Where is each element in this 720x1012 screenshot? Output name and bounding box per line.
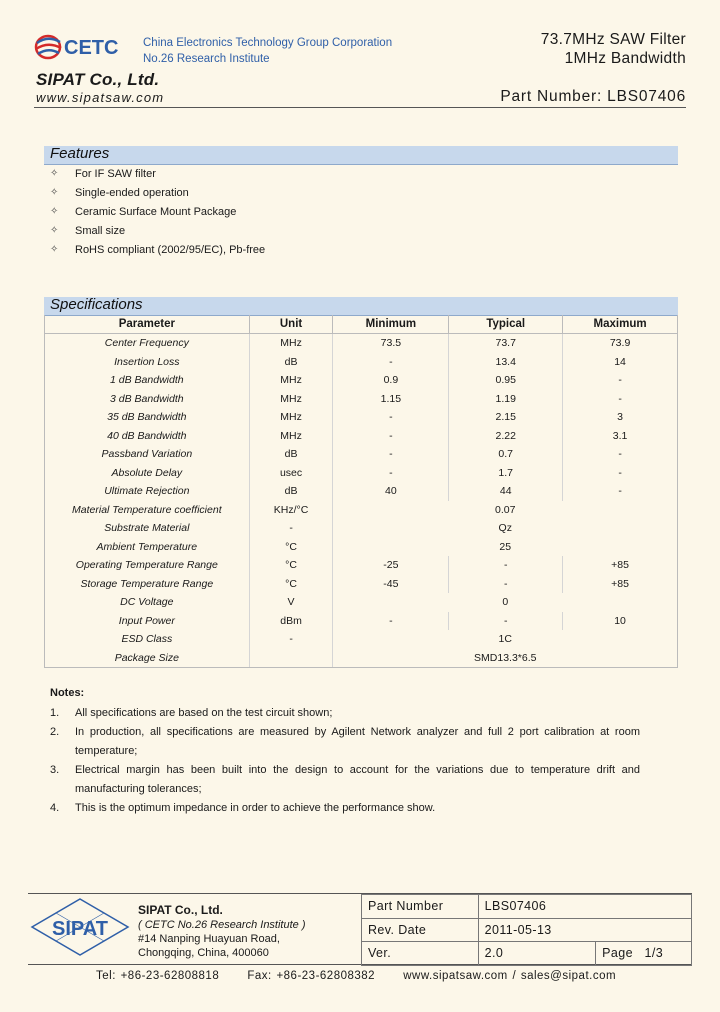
cell-param: DC Voltage [45, 593, 250, 612]
table-row [45, 538, 678, 557]
cell-unit: V [249, 593, 333, 612]
part-number: Part Number: LBS07406 [500, 88, 686, 105]
cell-param: Ambient Temperature [45, 538, 250, 557]
cell-param: 3 dB Bandwidth [45, 390, 250, 409]
table-row [45, 612, 678, 631]
cell-min: - [333, 353, 449, 372]
cetc-logo-text: CETC [64, 37, 119, 59]
cell-typ: - [449, 575, 563, 594]
table-row [45, 353, 678, 372]
specifications-table [44, 315, 678, 668]
footer-company: SIPAT Co., Ltd. [138, 903, 223, 917]
cell-typ: 13.4 [449, 353, 563, 372]
cell-unit: dB [249, 445, 333, 464]
cell-typ: - [449, 556, 563, 575]
table-row [45, 630, 678, 649]
cell-span: 0.07 [333, 501, 678, 520]
cell-unit: °C [249, 556, 333, 575]
note-text: Electrical margin has been built into the design to account for the variations due to temperature drift and manufacturing tolerances; [75, 764, 640, 795]
rev-date-label: Rev. Date [362, 918, 479, 942]
table-row [45, 427, 678, 446]
cell-min: -25 [333, 556, 449, 575]
cell-param: Ultimate Rejection [45, 482, 250, 501]
product-title-line-1: 73.7MHz SAW Filter [540, 31, 686, 48]
cell-unit: - [249, 519, 333, 538]
cell-unit: usec [249, 464, 333, 483]
cell-param: Material Temperature coefficient [45, 501, 250, 520]
cell-param: Insertion Loss [45, 353, 250, 372]
column-header: Parameter [45, 315, 250, 334]
table-row [45, 519, 678, 538]
part-number-value: LBS07406 [478, 895, 691, 919]
website-link[interactable]: www.sipatsaw.com [36, 90, 165, 105]
cell-max: - [563, 371, 678, 390]
cell-min: 40 [333, 482, 449, 501]
cell-typ: 44 [449, 482, 563, 501]
footer-address-2: Chongqing, China, 400060 [138, 947, 269, 959]
cell-typ: 1.7 [449, 464, 563, 483]
note-number: 2. [50, 726, 60, 738]
cell-max: +85 [563, 556, 678, 575]
specifications-heading-bar [44, 297, 678, 316]
table-row [45, 408, 678, 427]
cell-min: -45 [333, 575, 449, 594]
note-item [50, 723, 640, 761]
cell-min: 1.15 [333, 390, 449, 409]
table-row [45, 575, 678, 594]
note-item [50, 761, 640, 799]
feature-text: Ceramic Surface Mount Package [75, 206, 237, 218]
cell-unit: MHz [249, 408, 333, 427]
cell-max: - [563, 390, 678, 409]
rev-date-value: 2011-05-13 [478, 918, 691, 942]
diamond-bullet-icon: ✧ [50, 225, 59, 236]
diamond-bullet-icon: ✧ [50, 168, 59, 179]
note-item [50, 704, 640, 723]
cell-max: - [563, 482, 678, 501]
table-row [45, 371, 678, 390]
sipat-logo-text: SIPAT [52, 918, 108, 940]
feature-item [50, 241, 265, 260]
org-name [143, 35, 392, 67]
cell-unit: dB [249, 353, 333, 372]
cell-max: 3 [563, 408, 678, 427]
table-row [45, 556, 678, 575]
feature-text: For IF SAW filter [75, 168, 156, 180]
product-title-line-2: 1MHz Bandwidth [564, 50, 686, 67]
footer-institute: ( CETC No.26 Research Institute ) [138, 919, 306, 931]
cell-typ: 73.7 [449, 334, 563, 353]
note-number: 1. [50, 707, 60, 719]
cell-span: SMD13.3*6.5 [333, 649, 678, 668]
table-row [45, 464, 678, 483]
column-header: Unit [249, 315, 333, 334]
cell-unit: MHz [249, 334, 333, 353]
note-text: This is the optimum impedance in order to achieve the performance show. [75, 802, 436, 814]
cell-min: 73.5 [333, 334, 449, 353]
column-header: Maximum [563, 315, 678, 334]
cell-span: 25 [333, 538, 678, 557]
features-list [50, 165, 265, 260]
note-item [50, 799, 640, 818]
cell-unit: MHz [249, 427, 333, 446]
features-heading: Features [50, 145, 110, 162]
cell-typ: 0.7 [449, 445, 563, 464]
specifications-heading: Specifications [50, 296, 143, 313]
cell-max: - [563, 445, 678, 464]
cell-unit: °C [249, 538, 333, 557]
org-line-1: China Electronics Technology Group Corporation [143, 37, 393, 49]
diamond-bullet-icon: ✧ [50, 206, 59, 217]
table-row [45, 390, 678, 409]
cell-param: 35 dB Bandwidth [45, 408, 250, 427]
cell-param: 40 dB Bandwidth [45, 427, 250, 446]
cell-span: 0 [333, 593, 678, 612]
cell-max: 10 [563, 612, 678, 631]
cell-unit: - [249, 630, 333, 649]
cell-typ: 1.19 [449, 390, 563, 409]
cell-max: +85 [563, 575, 678, 594]
cell-typ: 2.15 [449, 408, 563, 427]
part-number-label: Part Number [362, 895, 479, 919]
feature-text: RoHS compliant (2002/95/EC), Pb-free [75, 244, 266, 256]
diamond-bullet-icon: ✧ [50, 187, 59, 198]
feature-item [50, 203, 265, 222]
org-line-2: No.26 Research Institute [143, 53, 270, 65]
cell-span: Qz [333, 519, 678, 538]
cell-param: Absolute Delay [45, 464, 250, 483]
cell-min: - [333, 612, 449, 631]
cell-span: 1C [333, 630, 678, 649]
feature-item [50, 184, 265, 203]
cell-max: 3.1 [563, 427, 678, 446]
cell-param: 1 dB Bandwidth [45, 371, 250, 390]
cell-min: - [333, 408, 449, 427]
cell-max: 14 [563, 353, 678, 372]
company-name: SIPAT Co., Ltd. [36, 70, 160, 89]
cell-min: - [333, 445, 449, 464]
diamond-bullet-icon: ✧ [50, 244, 59, 255]
cell-unit [249, 649, 333, 668]
cell-unit: MHz [249, 390, 333, 409]
column-header: Minimum [333, 315, 449, 334]
globe-icon [36, 36, 61, 58]
cell-param: Passband Variation [45, 445, 250, 464]
note-text: In production, all specifications are measured by Agilent Network analyzer and full 2 port calibration at room temperature; [75, 726, 640, 757]
table-row [45, 649, 678, 668]
cell-param: Center Frequency [45, 334, 250, 353]
notes-heading: Notes: [50, 687, 85, 699]
cell-typ: - [449, 612, 563, 631]
cell-min: - [333, 464, 449, 483]
cell-unit: MHz [249, 371, 333, 390]
cell-param: Input Power [45, 612, 250, 631]
document-info-table [361, 894, 692, 966]
cell-unit: dB [249, 482, 333, 501]
cell-min: - [333, 427, 449, 446]
cell-typ: 2.22 [449, 427, 563, 446]
table-row [45, 334, 678, 353]
cell-max: 73.9 [563, 334, 678, 353]
cell-param: Substrate Material [45, 519, 250, 538]
feature-text: Small size [75, 225, 126, 237]
cell-min: 0.9 [333, 371, 449, 390]
feature-text: Single-ended operation [75, 187, 189, 199]
cell-param: Storage Temperature Range [45, 575, 250, 594]
note-number: 3. [50, 764, 60, 776]
cell-unit: KHz/°C [249, 501, 333, 520]
header-divider [34, 107, 686, 108]
table-row [45, 445, 678, 464]
table-row [45, 501, 678, 520]
notes-section [50, 686, 640, 818]
feature-item [50, 165, 265, 184]
features-heading-bar [44, 146, 678, 165]
cell-param: ESD Class [45, 630, 250, 649]
contact-line: Tel: +86-23-62808818 Fax: +86-23-62808382 www.sipatsaw.com / sales@sipat.com [96, 970, 617, 982]
cell-max: - [563, 464, 678, 483]
feature-item [50, 222, 265, 241]
sipat-logo [30, 897, 130, 957]
cell-unit: °C [249, 575, 333, 594]
cetc-logo [34, 30, 134, 62]
note-number: 4. [50, 802, 60, 814]
product-title [541, 30, 686, 68]
cell-param: Package Size [45, 649, 250, 668]
table-row [45, 482, 678, 501]
cell-typ: 0.95 [449, 371, 563, 390]
version-label: Ver. [362, 942, 479, 966]
page-indicator: Page 1/3 [596, 942, 692, 966]
footer-address-1: #14 Nanping Huayuan Road, [138, 933, 280, 945]
cell-param: Operating Temperature Range [45, 556, 250, 575]
column-header: Typical [449, 315, 563, 334]
table-row [45, 593, 678, 612]
note-text: All specifications are based on the test circuit shown; [75, 707, 333, 719]
version-value: 2.0 [478, 942, 595, 966]
cell-unit: dBm [249, 612, 333, 631]
